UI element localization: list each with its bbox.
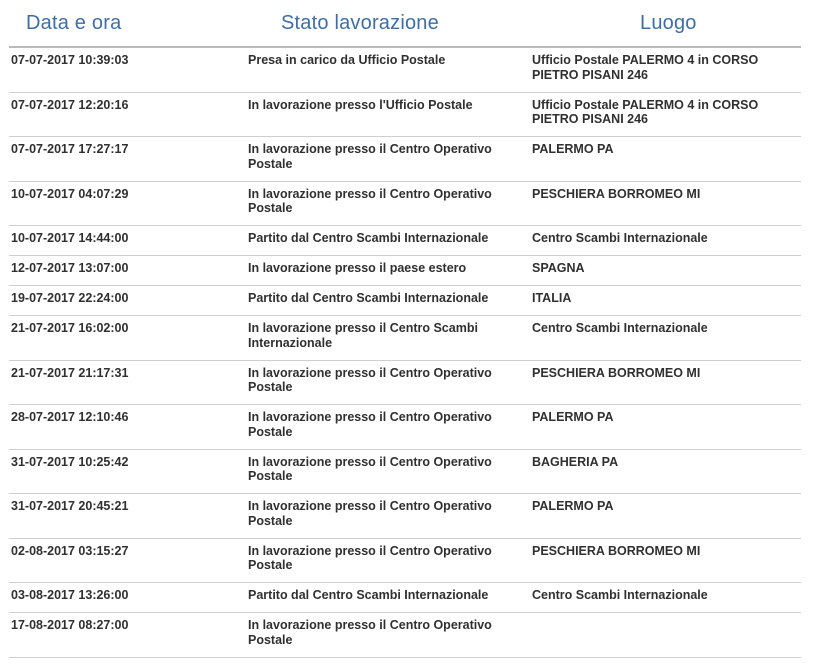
row-status: In lavorazione presso il Centro Operativo Postale [248,142,492,171]
row-location: ITALIA [532,291,572,305]
row-date-time: 31-07-2017 10:25:42 [11,454,129,469]
row-location: PESCHIERA BORROMEO MI [532,365,701,380]
row-status: Partito dal Centro Scambi Internazionale [248,231,489,245]
row-status: In lavorazione presso il Centro Operativo Postale [248,499,492,528]
row-status: In lavorazione presso il Centro Operativo Postale [248,618,492,647]
row-date-time: 21-07-2017 16:02:00 [11,321,129,335]
row-status: Partito dal Centro Scambi Internazionale [248,291,489,305]
header-location: Luogo [640,12,697,34]
row-date-time: 10-07-2017 14:44:00 [11,231,129,245]
row-location: SPAGNA [532,261,585,275]
row-date-time: 21-07-2017 21:17:31 [11,365,129,380]
row-date-time: 03-08-2017 13:26:00 [11,588,129,602]
row-location: Centro Scambi Internazionale [532,588,708,602]
row-status: In lavorazione presso il Centro Operativo Postale [248,410,492,439]
row-location: PALERMO PA [532,410,614,424]
row-location: PESCHIERA BORROMEO MI [532,543,701,558]
table-row [9,405,801,450]
tracking-table [9,0,801,658]
row-date-time: 17-08-2017 08:27:00 [11,618,129,632]
header-date-time: Data e ora [26,12,122,34]
row-date-time: 12-07-2017 13:07:00 [11,261,129,275]
table-row [9,583,801,613]
table-row [9,316,801,361]
row-location: PALERMO PA [532,142,614,156]
row-location: BAGHERIA PA [532,454,619,469]
table-row [9,361,801,406]
row-date-time: 02-08-2017 03:15:27 [11,543,129,558]
table-row [9,93,801,138]
table-row [9,613,801,658]
row-date-time: 31-07-2017 20:45:21 [11,499,129,513]
row-date-time: 07-07-2017 12:20:16 [11,97,129,112]
row-status: In lavorazione presso il Centro Scambi Internazionale [248,321,478,350]
table-header [9,0,801,48]
row-location: PESCHIERA BORROMEO MI [532,186,701,201]
table-row [9,256,801,286]
row-status: Presa in carico da Ufficio Postale [248,53,446,67]
table-row [9,450,801,495]
row-status: In lavorazione presso il Centro Operativo Postale [248,543,492,572]
row-date-time: 28-07-2017 12:10:46 [11,410,129,424]
row-location: Ufficio Postale PALERMO 4 in CORSO PIETRO PISANI 246 [532,53,759,82]
row-status: In lavorazione presso il Centro Operativo Postale [248,186,492,215]
table-row [9,48,801,93]
row-location: Ufficio Postale PALERMO 4 in CORSO PIETRO PISANI 246 [532,97,759,126]
row-location: Centro Scambi Internazionale [532,231,708,245]
table-row [9,137,801,182]
table-row [9,226,801,256]
header-status: Stato lavorazione [281,12,439,34]
row-location: PALERMO PA [532,499,614,513]
table-row [9,182,801,227]
row-status: In lavorazione presso il Centro Operativo Postale [248,454,492,483]
row-date-time: 07-07-2017 17:27:17 [11,142,129,156]
row-date-time: 07-07-2017 10:39:03 [11,53,129,67]
row-status: In lavorazione presso il Centro Operativo Postale [248,365,492,394]
row-date-time: 19-07-2017 22:24:00 [11,291,129,305]
row-status: In lavorazione presso il paese estero [248,261,467,275]
row-status: Partito dal Centro Scambi Internazionale [248,588,489,602]
row-status: In lavorazione presso l'Ufficio Postale [248,97,473,112]
table-row [9,286,801,316]
row-date-time: 10-07-2017 04:07:29 [11,186,129,201]
table-row [9,539,801,584]
table-row [9,494,801,539]
row-location: Centro Scambi Internazionale [532,321,708,335]
